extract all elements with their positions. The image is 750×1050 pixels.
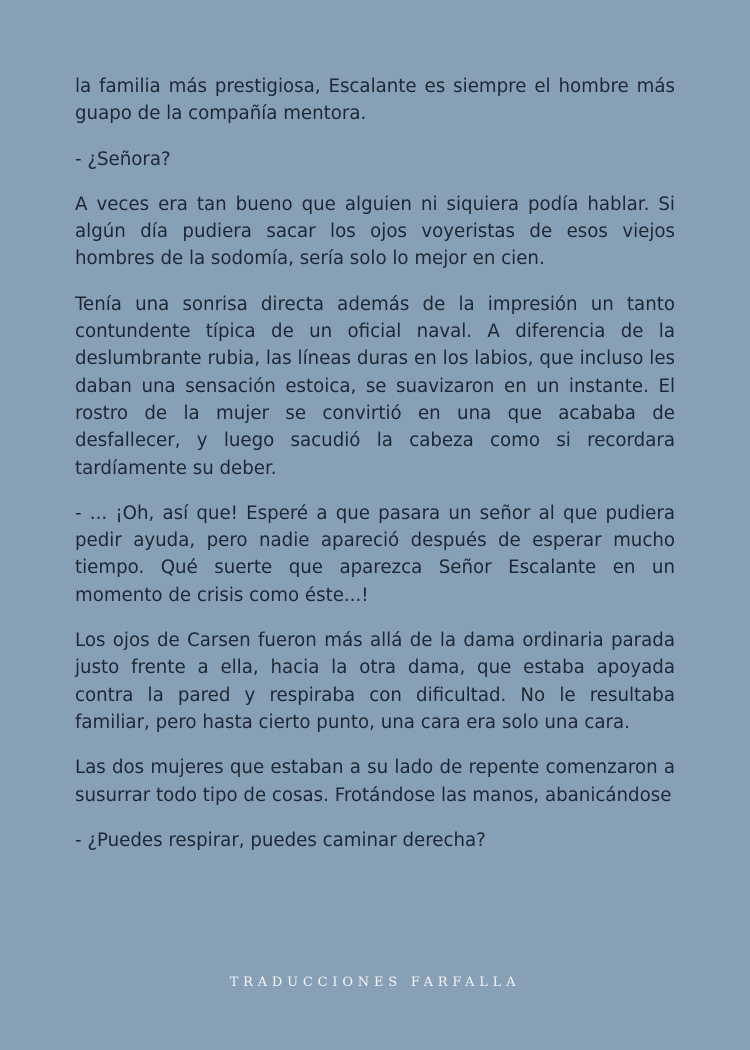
paragraph-8: - ¿Puedes respirar, puedes caminar derecha? — [75, 829, 486, 851]
paragraph-4: Tenía una sonrisa directa además de la impresión un tanto contundente típica de un oficial naval. A diferencia de la deslumbrante rubia, las líneas duras en los labios, que incluso les daban una sensación estoica, se suavizaron en un instante. El rostro de la mujer se convirtió en una que acababa de desfallecer, y luego sacudió la cabeza como si recordara tardíamente su deber. — [75, 293, 675, 479]
footer-credit: TRADUCCIONES FARFALLA — [229, 975, 521, 990]
paragraph-1: la familia más prestigiosa, Escalante es siempre el hombre más guapo de la compañía mentora. — [75, 76, 675, 125]
paragraph-5: - ... ¡Oh, así que! Esperé a que pasara un señor al que pudiera pedir ayuda, pero nadie apareció después de esperar mucho tiempo. Qué suerte que aparezca Señor Escalante en un momento de crisis como éste...! — [75, 502, 675, 606]
page-body — [75, 73, 675, 872]
paragraph-7: Las dos mujeres que estaban a su lado de repente comenzaron a susurrar todo tipo de cosas. Frotándose las manos, abanicándose — [75, 757, 675, 806]
paragraph-2: - ¿Señora? — [75, 148, 171, 170]
paragraph-6: Los ojos de Carsen fueron más allá de la dama ordinaria parada justo frente a ella, hacia la otra dama, que estaba apoyada contra la pared y respiraba con dificultad. No le resultaba familiar, pero hasta cierto punto, una cara era solo una cara. — [75, 630, 675, 733]
paragraph-3: A veces era tan bueno que alguien ni siquiera podía hablar. Si algún día pudiera sacar los ojos voyeristas de esos viejos hombres de la sodomía, sería solo lo mejor en cien. — [75, 193, 675, 270]
